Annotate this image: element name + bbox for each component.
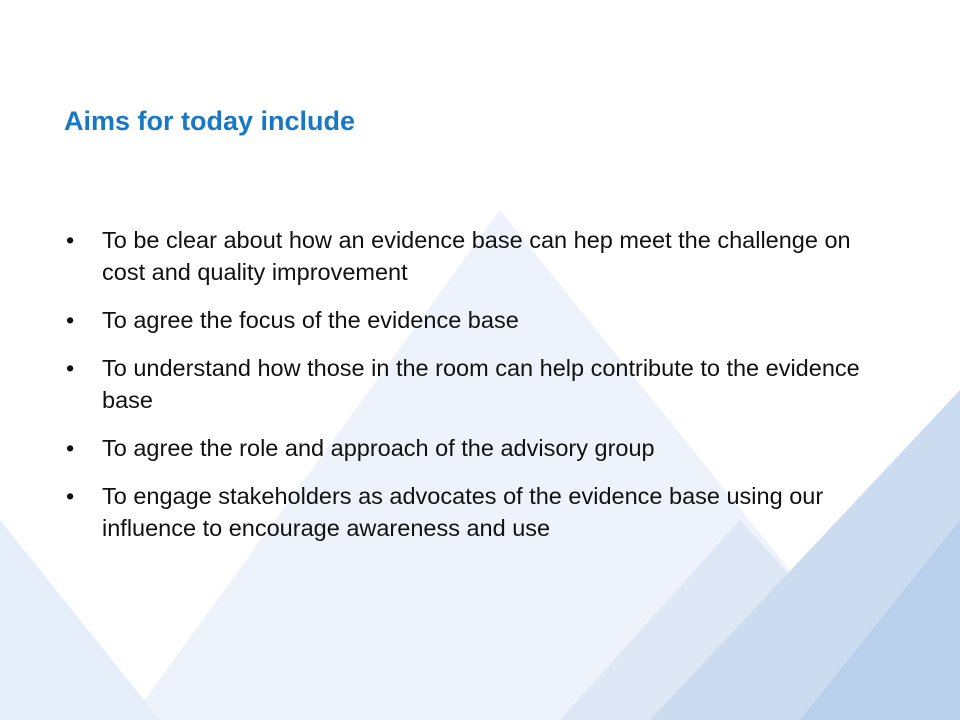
bullet-item	[64, 480, 900, 544]
bullet-point: •	[66, 307, 75, 333]
bullet-item	[64, 304, 900, 336]
bullet-point: •	[66, 355, 75, 381]
bullet-text: To understand how those in the room can help contribute to the evidence base	[102, 355, 860, 413]
bullet-item	[64, 352, 900, 416]
bullet-item	[64, 432, 900, 464]
slide-title: Aims for today include	[64, 106, 356, 136]
bullet-text: To agree the role and approach of the advisory group	[102, 435, 655, 461]
bullet-text: To agree the focus of the evidence base	[102, 307, 519, 333]
bullet-point: •	[66, 483, 75, 509]
bullet-text: To engage stakeholders as advocates of the evidence base using our influence to encourage awareness and use	[102, 483, 824, 541]
bullet-text: To be clear about how an evidence base can hep meet the challenge on cost and quality improvement	[102, 227, 851, 285]
bullet-point: •	[66, 227, 75, 253]
bullet-list	[64, 224, 900, 560]
bullet-point: •	[66, 435, 75, 461]
bullet-item	[64, 224, 900, 288]
